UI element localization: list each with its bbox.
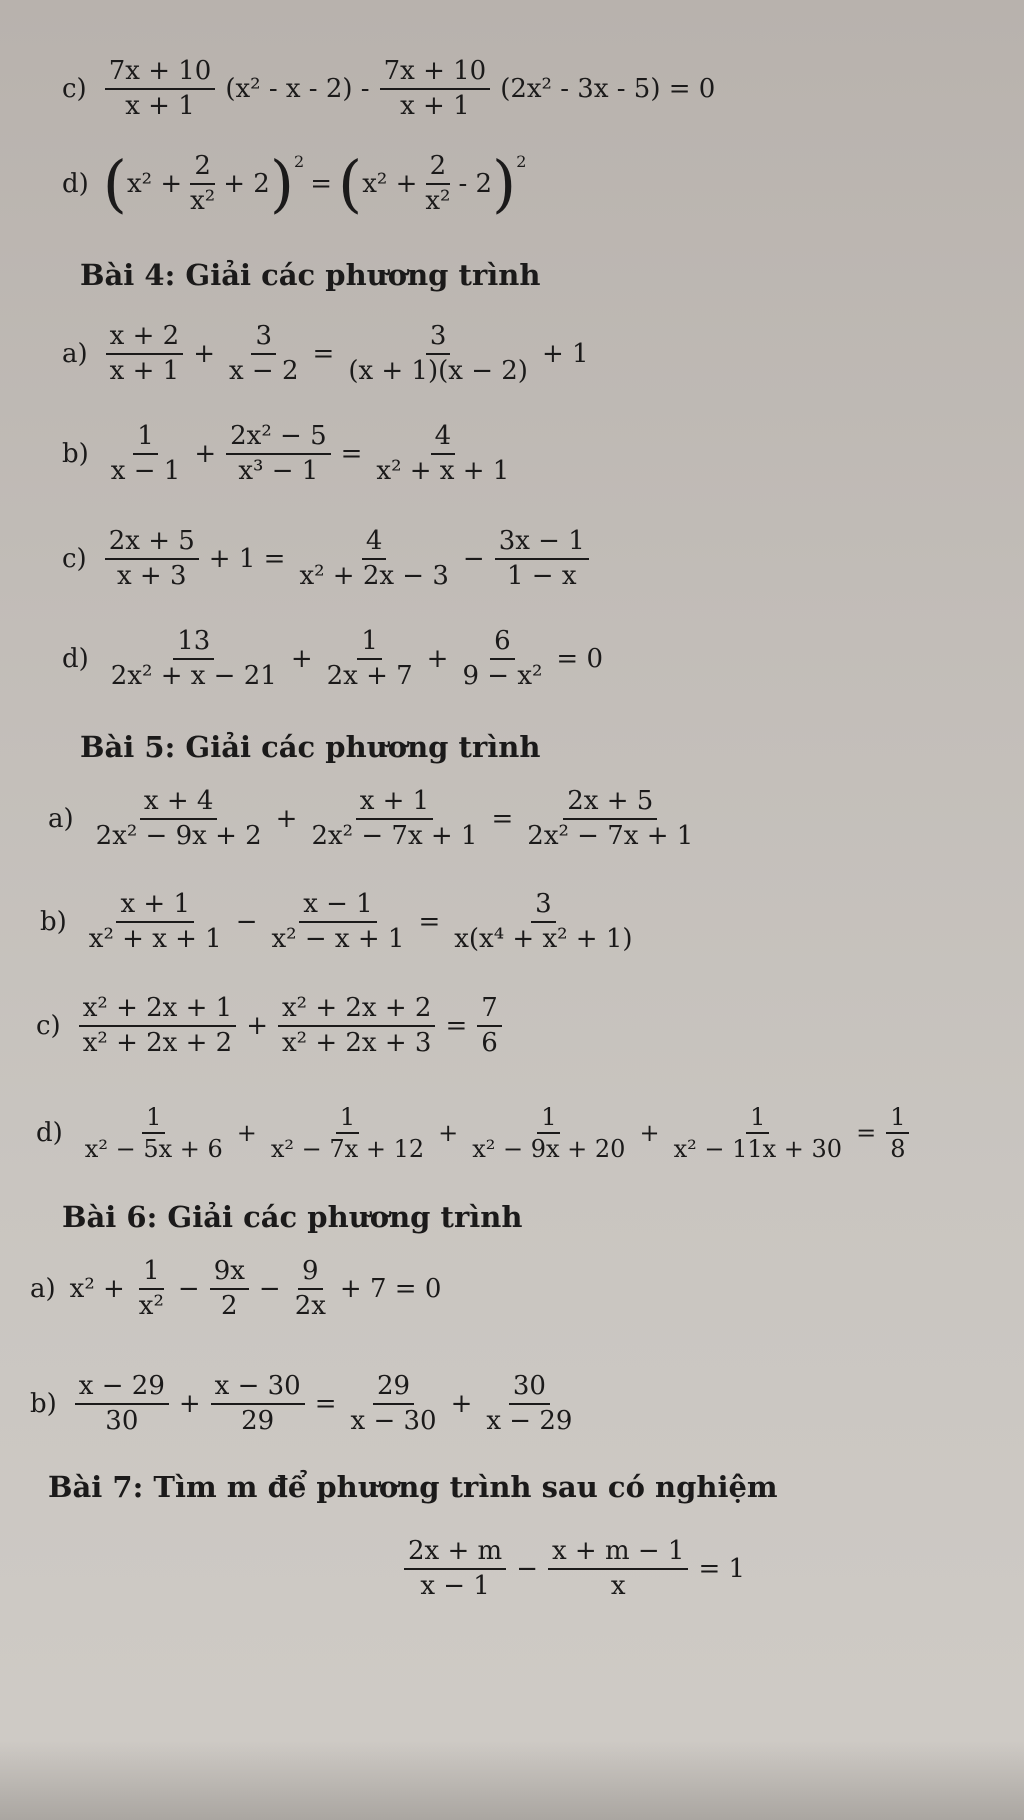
- fraction: $\frac{x - 1}{\text{x² − x + 1}}$: [271, 889, 405, 954]
- fraction: $\frac{1}{\text{x² − 11x + 30}}$: [673, 1103, 843, 1163]
- bai5-a-equation: a) $\frac{x + 4}{\text{2x² − 9x + 2}}$ + $\frac{x + 1}{\text{2x² − 7x + 1}}$ = $\frac{2x + 5}{\text{2x² − 7x + 1}}$: [48, 785, 701, 852]
- fraction: $\frac{\text{x² + 2x + 2}}{\text{x² + 2x + 3}}$: [278, 992, 435, 1059]
- fraction: $\frac{1}{8}$: [886, 1102, 909, 1164]
- fraction: $\frac{2}{\text{x²}}$: [425, 151, 451, 216]
- fraction: $\frac{2}{\text{x²}}$: [190, 151, 216, 216]
- fraction: $\frac{x + 4}{\text{2x² − 9x + 2}}$: [95, 786, 262, 851]
- fraction: $\frac{x + 2}{x + 1}$: [106, 320, 184, 387]
- bai4-c-equation: c) $\frac{2x + 5}{x + 3}$ + 1 = $\frac{4}{\text{x² + 2x − 3}}$ − $\frac{3x - 1}{1 - x}$: [62, 525, 593, 592]
- bai4-b-equation: b) $\frac{1}{x - 1}$ + $\frac{\text{2x² − 5}}{\text{x³ − 1}}$ = $\frac{4}{\text{x² + x + 1}}$: [62, 420, 517, 487]
- term: (2x² - 3x - 5) = 0: [500, 73, 716, 104]
- fraction: $\frac{x - 30}{29}$: [211, 1370, 305, 1437]
- bai5-d-equation: d) $\frac{1}{\text{x² − 5x + 6}}$ + $\frac{1}{\text{x² − 7x + 12}}$ + $\frac{1}{\text{x² − 9x + 20}}$ + $\frac{1}{\text{x² − 11x + 30}}$ = $\frac{1}{8}$: [36, 1102, 913, 1164]
- bottom-shadow: [0, 1740, 1024, 1820]
- fraction: $\frac{7x + 10}{x + 1}$: [105, 55, 216, 122]
- fraction: $\frac{1}{\text{x² − 9x + 20}}$: [472, 1103, 626, 1163]
- fraction: $\frac{x + 1}{\text{2x² − 7x + 1}}$: [311, 786, 478, 851]
- item-label: d): [62, 168, 89, 199]
- fraction: $\frac{3}{\text{x(x⁴ + x² + 1)}}$: [454, 889, 633, 954]
- fraction: $\frac{3x - 1}{1 - x}$: [495, 525, 589, 592]
- fraction: $\frac{\text{x² + 2x + 1}}{\text{x² + 2x + 2}}$: [79, 992, 236, 1059]
- fraction: $\frac{1}{\text{x²}}$: [138, 1256, 164, 1321]
- bai7-title: Bài 7: Tìm m để phương trình sau có nghiệm: [48, 1470, 778, 1504]
- fraction: $\frac{6}{\text{9 − x²}}$: [462, 626, 543, 691]
- fraction: $\frac{4}{\text{x² + x + 1}}$: [376, 421, 510, 486]
- bai5-title: Bài 5: Giải các phương trình: [80, 730, 541, 764]
- fraction: $\frac{9x}{2}$: [210, 1255, 249, 1322]
- bai4-a-equation: a) $\frac{x + 2}{x + 1}$ + $\frac{3}{x - 2}$ = $\frac{3}{(x + 1)(x - 2)}$ + 1: [62, 321, 589, 386]
- fraction: $\frac{1}{x - 1}$: [110, 421, 181, 486]
- fraction: $\frac{\text{2x² − 5}}{\text{x³ − 1}}$: [226, 420, 330, 487]
- bai6-a-equation: a) x² + $\frac{1}{\text{x²}}$ − $\frac{9x}{2}$ − $\frac{9}{2x}$ + 7 = 0: [30, 1256, 442, 1321]
- ex3-d-equation: d) ( x² + $\frac{2}{\text{x²}}$ + 2 ) 2 = ( x² + $\frac{2}{\text{x²}}$ - 2 ) 2: [62, 146, 527, 220]
- fraction: $\frac{1}{\text{x² − 5x + 6}}$: [84, 1103, 223, 1163]
- fraction: $\frac{13}{\text{2x² + x − 21}}$: [110, 626, 277, 691]
- fraction: $\frac{3}{x - 2}$: [228, 321, 299, 386]
- fraction: $\frac{x + 1}{\text{x² + x + 1}}$: [88, 889, 222, 954]
- fraction: $\frac{x - 29}{30}$: [75, 1370, 169, 1437]
- fraction: $\frac{7}{6}$: [477, 992, 502, 1059]
- ex3-c-equation: [62, 55, 715, 122]
- bai4-d-equation: d) $\frac{13}{\text{2x² + x − 21}}$ + $\frac{1}{2x + 7}$ + $\frac{6}{\text{9 − x²}}$ = 0: [62, 626, 604, 691]
- fraction: $\frac{2x + m}{x - 1}$: [404, 1535, 506, 1602]
- item-label: c): [62, 73, 87, 104]
- bai5-c-equation: c) $\frac{\text{x² + 2x + 1}}{\text{x² + 2x + 2}}$ + $\frac{\text{x² + 2x + 2}}{\text{x² + 2x + 3}}$ = $\frac{7}{6}$: [36, 992, 506, 1059]
- fraction: $\frac{3}{(x + 1)(x - 2)}$: [348, 321, 528, 386]
- term: (x² - x - 2) -: [225, 73, 370, 104]
- fraction: $\frac{7x + 10}{x + 1}$: [380, 55, 491, 122]
- bai7-equation: $\frac{2x + m}{x - 1}$ − $\frac{x + m - 1}{x}$ = 1: [400, 1535, 751, 1602]
- fraction: $\frac{30}{x - 29}$: [486, 1371, 573, 1436]
- fraction: $\frac{29}{x - 30}$: [350, 1371, 437, 1436]
- fraction: $\frac{2x + 5}{x + 3}$: [105, 525, 199, 592]
- fraction: $\frac{2x + 5}{\text{2x² − 7x + 1}}$: [527, 786, 694, 851]
- bai6-b-equation: b) $\frac{x - 29}{30}$ + $\frac{x - 30}{29}$ = $\frac{29}{x - 30}$ + $\frac{30}{x - 29}$: [30, 1370, 580, 1437]
- fraction: $\frac{1}{2x + 7}$: [326, 626, 413, 691]
- fraction: $\frac{4}{\text{x² + 2x − 3}}$: [299, 526, 449, 591]
- fraction: $\frac{9}{2x}$: [294, 1256, 326, 1321]
- bai5-b-equation: b) $\frac{x + 1}{\text{x² + x + 1}}$ − $\frac{x - 1}{\text{x² − x + 1}}$ = $\frac{3}{\text{x(x⁴ + x² + 1)}}$: [40, 888, 641, 955]
- fraction: $\frac{x + m - 1}{x}$: [548, 1535, 689, 1602]
- bai6-title: Bài 6: Giải các phương trình: [62, 1200, 523, 1234]
- fraction: $\frac{1}{\text{x² − 7x + 12}}$: [270, 1103, 425, 1163]
- bai4-title: Bài 4: Giải các phương trình: [80, 258, 541, 292]
